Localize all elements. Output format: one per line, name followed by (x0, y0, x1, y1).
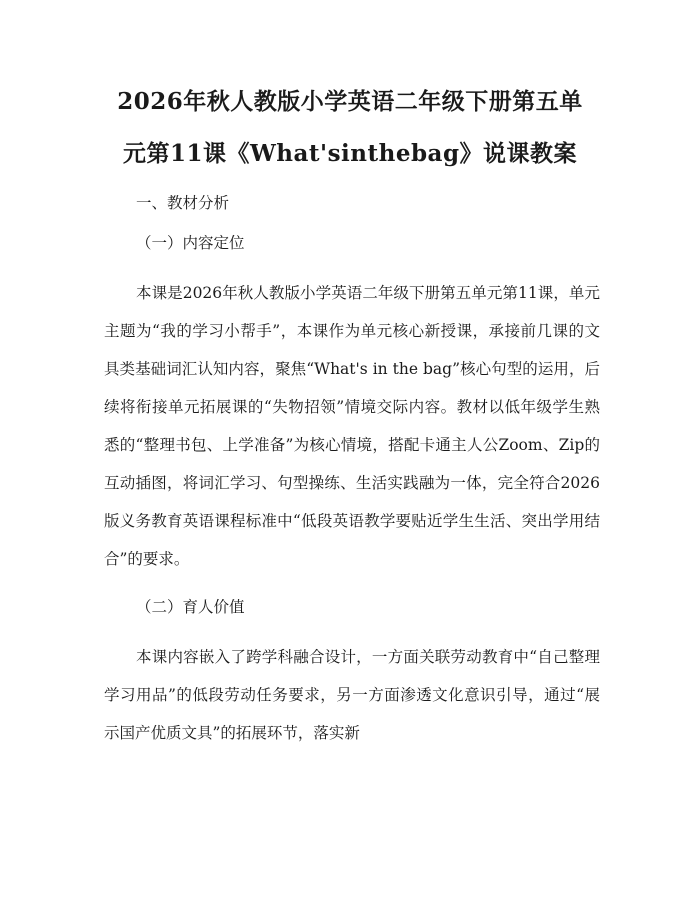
paragraph-educational-value: 本课内容嵌入了跨学科融合设计，一方面关联劳动教育中“自己整理学习用品”的低段劳动任务要求，另一方面渗透文化意识引导，通过“展示国产优质文具”的拓展环节，落实新 (104, 648, 600, 742)
subsection-heading-educational-value: （二）育人价值 (136, 598, 245, 616)
document-title (80, 76, 620, 180)
paragraph-content-positioning: 本课是2026年秋人教版小学英语二年级下册第五单元第11课，单元主题为“我的学习小帮手”，本课作为单元核心新授课，承接前几课的文具类基础词汇认知内容，聚焦“What's in the bag”核心句型的运用，后续将衔接单元拓展课的“失物招领”情境交际内容。教材以低年级学生熟悉的“整理书包、上学准备”为核心情境，搭配卡通主人公Zoom、Zip的互动插图，将词汇学习、句型操练、生活实践融为一体，完全符合2026版义务教育英语课程标准中“低段英语教学要贴近学生生活、突出学用结合”的要求。 (104, 284, 600, 568)
section-heading-textbook-analysis: 一、教材分析 (136, 194, 230, 212)
subsection-heading-content-positioning: （一）内容定位 (136, 234, 245, 252)
document-title-line-2: 元第11课《What'sinthebag》说课教案 (122, 140, 578, 167)
document-title-line-1: 2026年秋人教版小学英语二年级下册第五单 (117, 88, 583, 115)
document-body (104, 184, 600, 762)
